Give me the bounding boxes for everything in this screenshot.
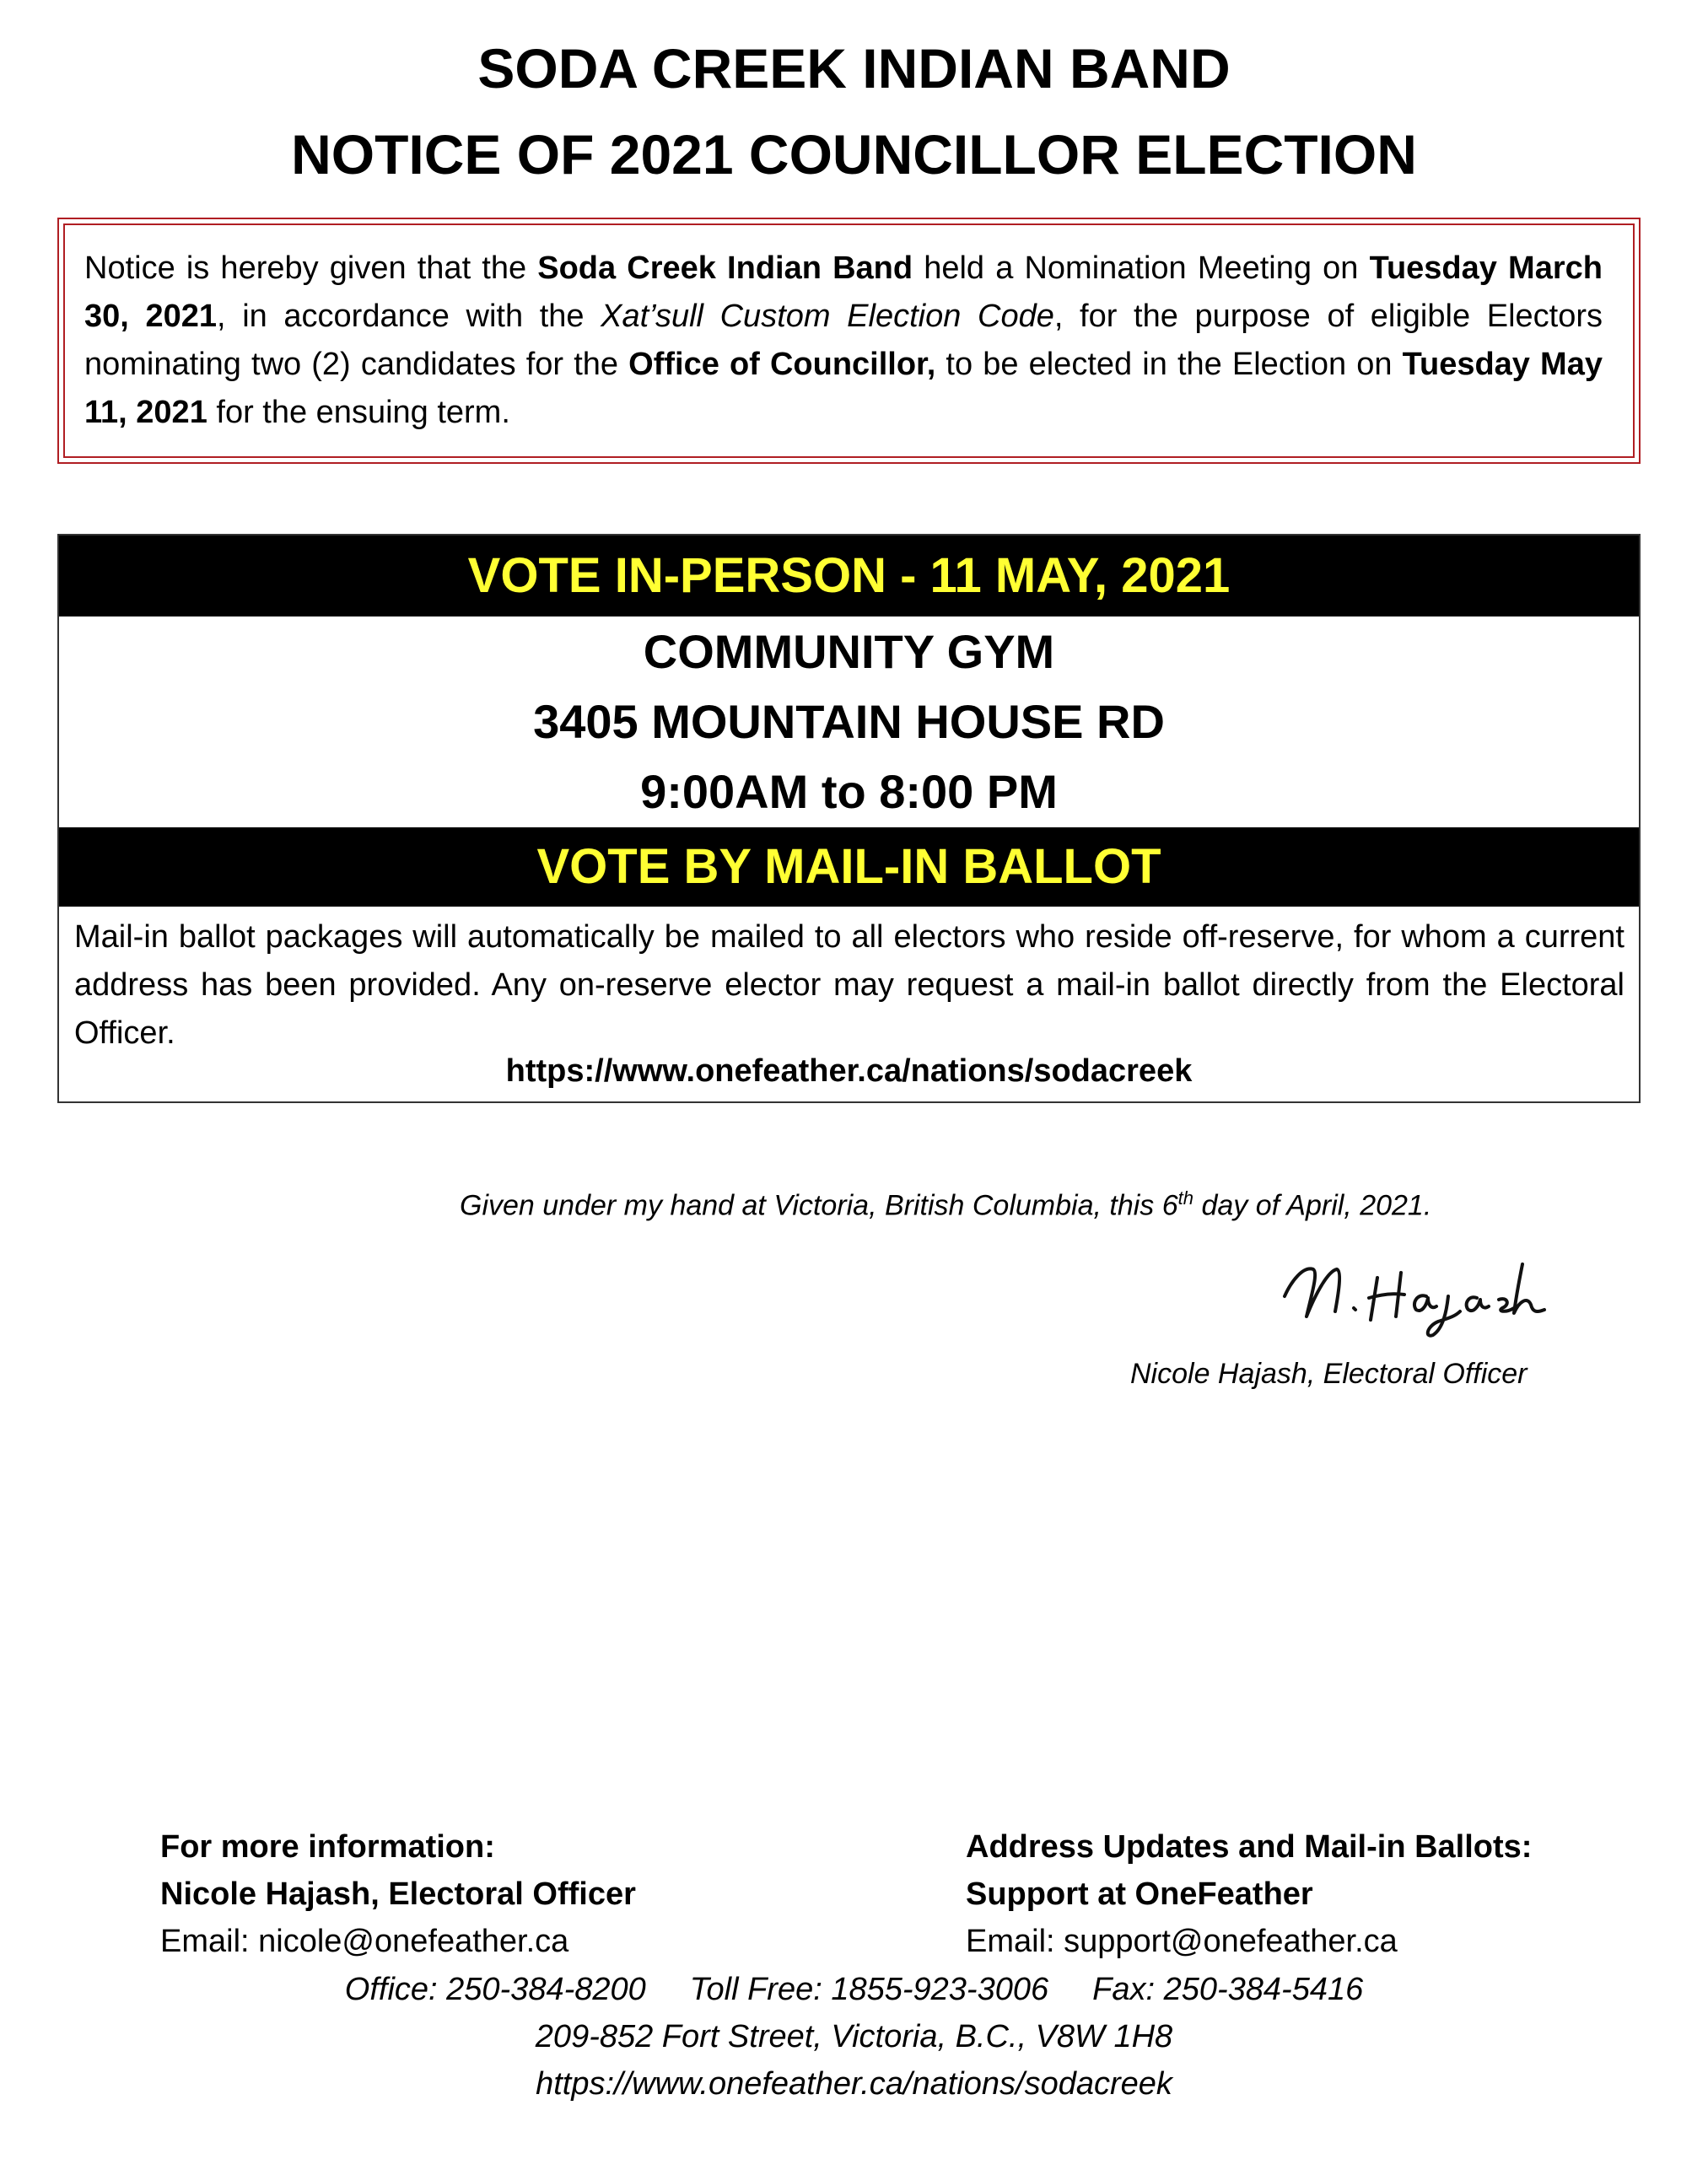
page-title-line1: SODA CREEK INDIAN BAND [477, 37, 1231, 100]
mail-in-ballot-text: Mail-in ballot packages will automatically be mailed to all electors who reside off-reserve, for whom a current address has been provided. Any on-reserve elector may request a mail-in ballot directly from the Electoral Officer. [74, 919, 1624, 1051]
notice-text-part: to be elected in the Election on [935, 347, 1403, 382]
notice-text-part: , in accordance with the [217, 299, 601, 334]
electoral-officer-name: Nicole Hajash, Electoral Officer [1130, 1358, 1528, 1390]
notice-text-part: , for the purpose of eligible Electors nominating two (2) candidates for the [84, 299, 1603, 382]
venue-name: COMMUNITY GYM [643, 625, 1055, 678]
contact-right-email[interactable]: Email: support@onefeather.ca [966, 1924, 1398, 1959]
contact-right-name: Support at OneFeather [966, 1876, 1313, 1912]
contact-info-right [966, 1823, 1532, 1965]
contact-right-heading: Address Updates and Mail-in Ballots: [966, 1829, 1533, 1865]
voting-info-box [57, 534, 1641, 1103]
contact-left-heading: For more information: [160, 1829, 495, 1865]
phone-numbers-line [0, 1973, 1708, 2006]
vote-by-mail-heading: VOTE BY MAIL-IN BALLOT [59, 827, 1639, 907]
nomination-notice-box [57, 218, 1641, 464]
election-date: Tuesday May 11, 2021 [84, 347, 1603, 430]
office-name: Office of Councillor, [628, 347, 936, 382]
street-address: 209-852 Fort Street, Victoria, B.C., V8W 1H8 [535, 2019, 1173, 2054]
contact-left-name: Nicole Hajash, Electoral Officer [160, 1876, 636, 1912]
ordinal-suffix: th [1177, 1187, 1194, 1209]
venue-address: 3405 MOUNTAIN HOUSE RD [533, 695, 1165, 748]
election-code-name: Xat’sull Custom Election Code [601, 299, 1054, 334]
contact-info-left [160, 1823, 636, 1965]
given-text-part: day of April, 2021. [1193, 1189, 1432, 1222]
footer-website-link[interactable]: https://www.onefeather.ca/nations/sodacreek [536, 2066, 1172, 2102]
toll-free-phone: Toll Free: 1855-923-3006 [689, 1972, 1049, 2007]
nomination-date: Tuesday March 30, 2021 [84, 250, 1603, 334]
handwritten-signature [1269, 1244, 1548, 1345]
page-title-line2: NOTICE OF 2021 COUNCILLOR ELECTION [291, 123, 1417, 186]
nomination-notice-text [84, 245, 1603, 437]
notice-text-part: held a Nomination Meeting on [913, 250, 1370, 286]
given-under-hand-statement [460, 1187, 1514, 1222]
contact-left-email[interactable]: Email: nicole@onefeather.ca [160, 1924, 569, 1959]
office-phone: Office: 250-384-8200 [344, 1972, 646, 2007]
given-text-part: Given under my hand at Victoria, British Columbia, this 6 [460, 1189, 1178, 1222]
notice-text-part: Notice is hereby given that the [84, 250, 538, 286]
band-name: Soda Creek Indian Band [537, 250, 913, 286]
vote-in-person-heading: VOTE IN-PERSON - 11 MAY, 2021 [59, 536, 1639, 616]
notice-text-part: for the ensuing term. [207, 395, 510, 430]
voting-hours: 9:00AM to 8:00 PM [640, 765, 1058, 818]
fax-number: Fax: 250-384-5416 [1092, 1972, 1364, 2007]
mail-in-ballot-link[interactable]: https://www.onefeather.ca/nations/sodacreek [505, 1053, 1193, 1089]
